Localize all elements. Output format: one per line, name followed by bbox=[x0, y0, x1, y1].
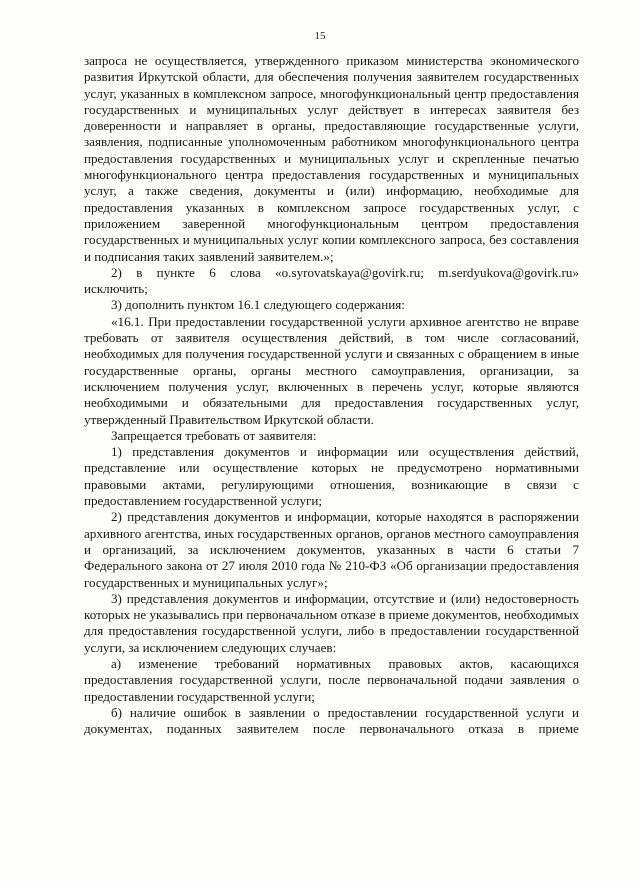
paragraph-item-2: 2) в пункте 6 слова «o.syrovatskaya@govirk.ru; m.serdyukova@govirk.ru» исключить; bbox=[84, 264, 579, 297]
document-body bbox=[84, 53, 579, 737]
paragraph-prohibited-1: 1) представления документов и информации или осуществления действий, представление или осуществление которых не предусмотрено нормативными правовыми актами, регулирующими отношения, возникающие в связи с предоставлением государственной услуги; bbox=[84, 444, 579, 509]
paragraph-item-3: 3) дополнить пунктом 16.1 следующего содержания: bbox=[111, 297, 405, 313]
paragraph-16-1: «16.1. При предоставлении государственной услуги архивное агентство не вправе требовать от заявителя осуществления действий, в том числе согласований, необходимых для получения государственной услуги и связанных с обращением в иные государственные органы, органы местного самоуправления, организации, за исключением получения услуг, включенных в перечень услуг, которые являются необходимыми и обязательными для предоставления государственных услуг, утвержденный Правительством Иркутской области. bbox=[84, 313, 579, 427]
paragraph-case-a: а) изменение требований нормативных правовых актов, касающихся предоставления государственной услуги, после первоначальной подачи заявления о предоставлении государственной услуги; bbox=[84, 655, 579, 704]
paragraph-prohibited-2: 2) представления документов и информации, которые находятся в распоряжении архивного агентства, иных государственных органов, органов местного самоуправления и организаций, за исключением документов, указанных в части 6 статьи 7 Федерального закона от 27 июля 2010 года № 210-ФЗ «Об организации предоставления государственных и муниципальных услуг»; bbox=[84, 509, 579, 590]
paragraph-mfc-complex-request: запроса не осуществляется, утвержденного приказом министерства экономического развития Иркутской области, для обеспечения получения заявителем государственных услуг, указанных в комплексном запросе, многофункциональный центр предоставления государственных и муниципальных услуг действует в интересах заявителя без доверенности и направляет в органы, предоставляющие государственные услуги, заявления, подписанные уполномоченным работником многофункционального центра предоставления государственных и муниципальных услуг и скрепленные печатью многофункционального центра предоставления государственных и муниципальных услуг, а также сведения, документы и (или) информацию, необходимые для предоставления указанных в комплексном запросе государственных услуг, с приложением заверенной многофункциональным центром предоставления государственных и муниципальных услуг копии комплексного запроса, без составления и подписания таких заявлений заявителем.»; bbox=[84, 53, 579, 264]
paragraph-prohibited-3: 3) представления документов и информации, отсутствие и (или) недостоверность которых не указывались при первоначальном отказе в приеме документов, необходимых для предоставления государственной услуги, либо в предоставлении государственной услуги, за исключением следующих случаев: bbox=[84, 590, 579, 655]
paragraph-case-b: б) наличие ошибок в заявлении о предоставлении государственной услуги и документах, поданных заявителем после первоначального отказа в приеме bbox=[84, 704, 579, 737]
page-number: 15 bbox=[314, 30, 326, 42]
paragraph-prohibited-intro: Запрещается требовать от заявителя: bbox=[111, 427, 317, 443]
